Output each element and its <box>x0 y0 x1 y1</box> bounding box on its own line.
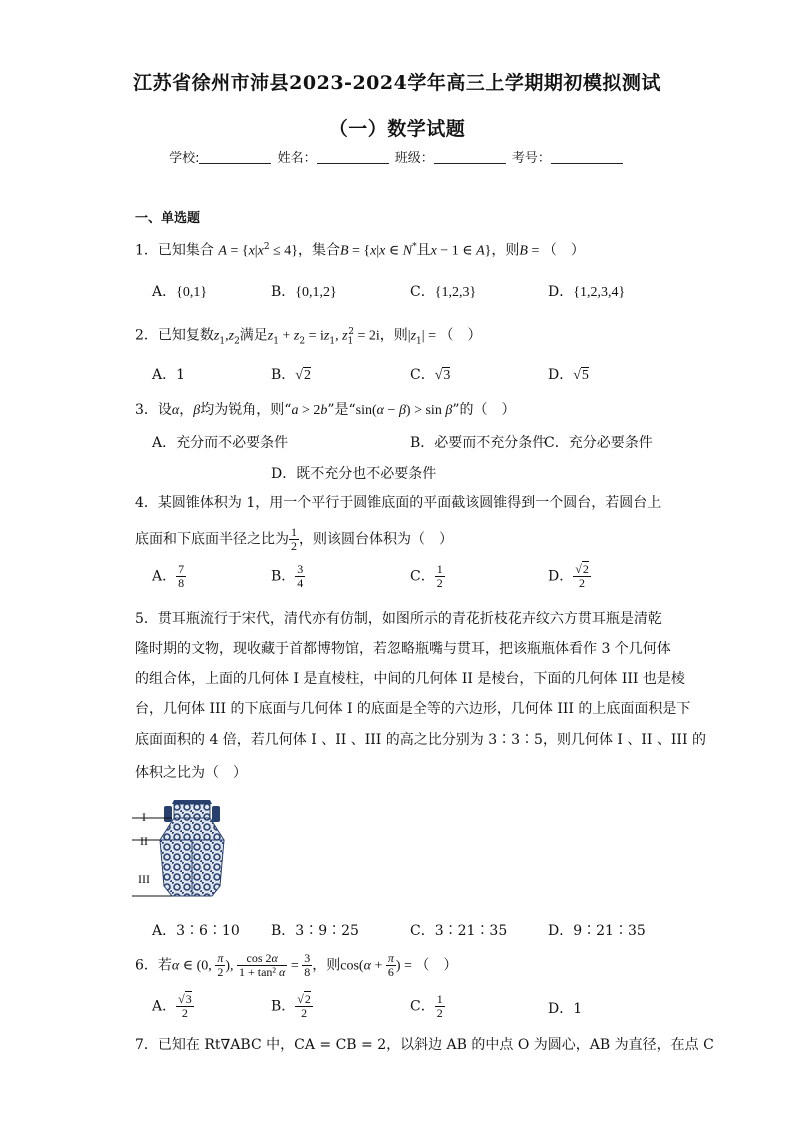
q2-option-b[interactable]: B．√2 <box>271 367 311 383</box>
vase-label-1: I <box>142 810 146 824</box>
q4-option-d[interactable]: D． $\frac{√2}{2}$ <box>548 562 589 590</box>
student-info-line <box>0 147 794 166</box>
question-4-line1: 4．某圆锥体积为 1，用一个平行于圆锥底面的平面截该圆锥得到一个圆台，若圆台上 <box>135 495 662 511</box>
exam-number-blank[interactable] <box>551 151 623 164</box>
q6-option-d[interactable]: D．1 <box>548 1001 583 1017</box>
school-label: 学校: <box>169 151 200 166</box>
school-blank[interactable] <box>199 151 271 164</box>
q1-option-d[interactable]: D．{1,2,3,4} <box>548 284 626 300</box>
question-2: 2．已知复数$z_1,z_2$满足$z_1 + z_2 = iz_1$, $z_1^2 = 2i$，则$|z_1|$ = （ ） <box>135 327 482 347</box>
q5-option-c[interactable]: C．3∶21∶35 <box>410 923 508 939</box>
q2-option-c[interactable]: C．√3 <box>410 367 451 383</box>
class-blank[interactable] <box>434 151 506 164</box>
q3-option-a[interactable]: A．充分而不必要条件 <box>152 435 289 451</box>
q1-option-a[interactable]: A．{0,1} <box>152 284 208 300</box>
vase-label-2: II <box>140 834 148 848</box>
q5-option-b[interactable]: B．3∶9∶25 <box>271 923 359 939</box>
vase-figure <box>132 792 242 902</box>
q4-option-b[interactable]: B． $\frac{3}{4}$ <box>271 562 304 590</box>
q2-option-d[interactable]: D．√5 <box>548 367 589 383</box>
q2-option-a[interactable]: A．1 <box>152 367 186 383</box>
q6-option-a[interactable]: A． $\frac{√3}{2}$ <box>152 992 192 1020</box>
class-label: 班级： <box>394 151 434 166</box>
q1-text: 1．已知集合 <box>135 242 214 259</box>
name-blank[interactable] <box>317 151 389 164</box>
q5-option-d[interactable]: D．9∶21∶35 <box>548 923 646 939</box>
name-label: 姓名： <box>277 151 317 166</box>
q3-option-c[interactable]: C．充分必要条件 <box>544 435 653 451</box>
q3-option-b[interactable]: B．必要而不充分条件 <box>410 435 547 451</box>
q6-option-b[interactable]: B． $\frac{√2}{2}$ <box>271 992 311 1020</box>
question-5-line6: 体积之比为（ ） <box>135 765 247 781</box>
page-title-line1: 江苏省徐州市沛县2023-2024学年高三上学期期初模拟测试 <box>133 72 661 94</box>
question-4-line2: 底面和下底面半径之比为 $\frac{1}{2}$ ，则该圆台体积为（ ） <box>135 525 453 553</box>
q1-option-b[interactable]: B．{0,1,2} <box>271 284 337 300</box>
q1-option-c[interactable]: C．{1,2,3} <box>410 284 477 300</box>
q5-option-a[interactable]: A．3∶6∶10 <box>152 923 240 939</box>
q4-option-c[interactable]: C． $\frac{1}{2}$ <box>410 562 443 590</box>
question-6: 6．若α ∈ (0, $\frac{\pi}{2}$ ), $\frac{\cos 2\alpha}{\text{1 + tan² α}}$ = $\frac{3}{8}$ ，则cos(α + $\frac{\pi}{6}$ ) = （ ） <box>135 951 458 979</box>
question-5-line1: 5．贯耳瓶流行于宋代，清代亦有仿制，如图所示的青花折枝花卉纹六方贯耳瓶是清乾 <box>135 611 662 627</box>
question-7-line1: 7．已知在 Rt∇ABC 中，CA = CB = 2，以斜边 AB 的中点 O 为圆心，AB 为直径，在点 C <box>135 1037 714 1053</box>
question-3: 3．设α，β均为锐角，则“a > 2b”是“sin(α − β) > sin β”的（ ） <box>135 402 516 418</box>
question-5-line3: 的组合体，上面的几何体 I 是直棱柱，中间的几何体 II 是棱台，下面的几何体 III 也是棱 <box>135 671 685 687</box>
q3-option-d[interactable]: D．既不充分也不必要条件 <box>271 466 437 482</box>
page-title-line2: （一）数学试题 <box>328 118 466 140</box>
q6-option-c[interactable]: C． $\frac{1}{2}$ <box>410 992 443 1020</box>
exam-number-label: 考号： <box>511 151 551 166</box>
section-heading: 一、单选题 <box>135 211 201 226</box>
question-5-line2: 隆时期的文物，现收藏于首都博物馆，若忽略瓶嘴与贯耳，把该瓶瓶体看作 3 个几何体 <box>135 641 671 657</box>
q4-option-a[interactable]: A． $\frac{7}{8}$ <box>152 562 185 590</box>
question-1: 1．已知集合 $A = \{x|x^2 \le 4\}$，集合B = {x|x ∈ N*且x − 1 ∈ A}，则B = （ ） <box>135 242 585 259</box>
question-5-line4: 台，几何体 III 的下底面与几何体 I 的底面是全等的六边形，几何体 III 的上底面面积是下 <box>135 701 691 717</box>
vase-label-3: III <box>138 872 150 886</box>
question-5-line5: 底面面积的 4 倍，若几何体 I 、II 、III 的高之比分别为 3∶3∶5，则几何体 I 、II 、III 的 <box>135 732 706 748</box>
